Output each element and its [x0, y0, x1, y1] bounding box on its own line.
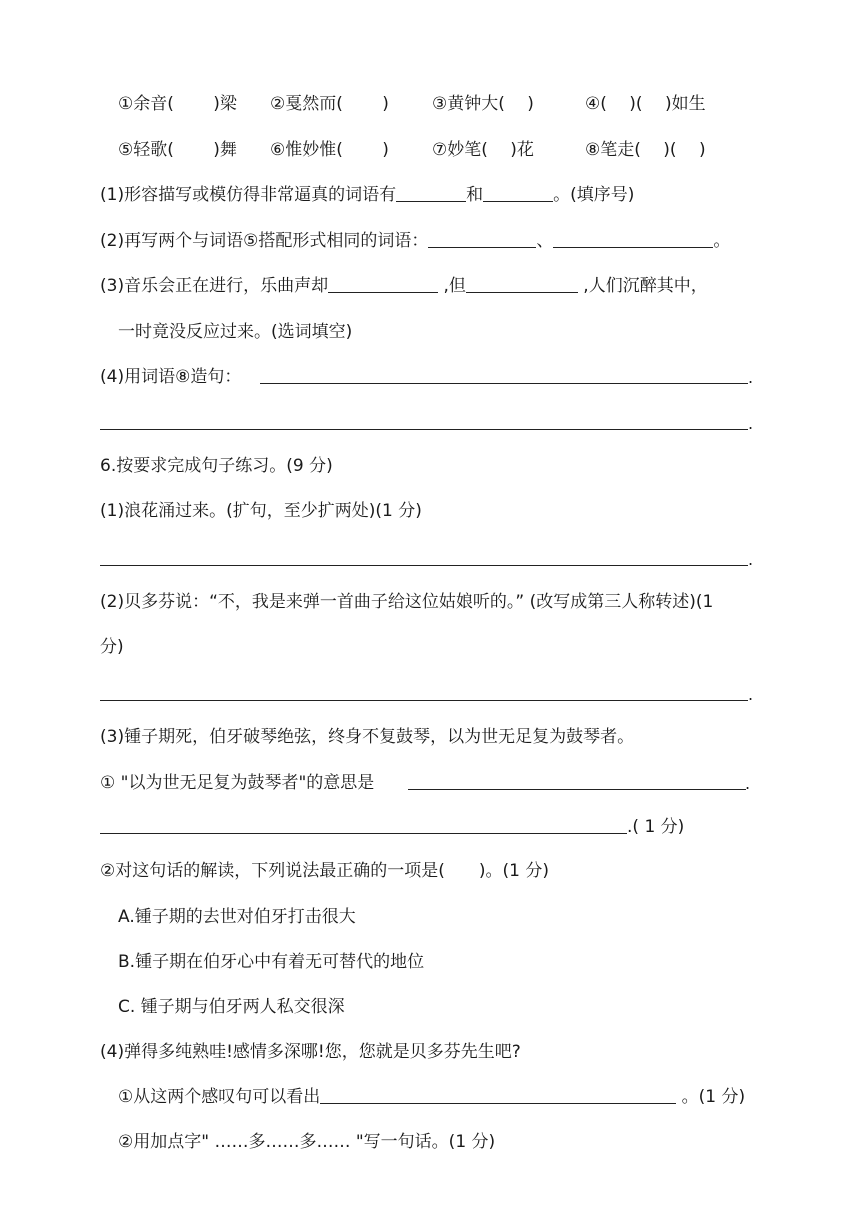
answer-blank[interactable] [320, 1085, 676, 1104]
q5-1-prefix: (1)形容描写或模仿得非常逼真的词语有 [100, 185, 397, 205]
question-6-4-sub2: ②用加点字" ……多……多…… "写一句话。(1 分) [118, 1132, 496, 1152]
q5-2-sep: 、 [536, 231, 554, 251]
answer-line[interactable] [408, 771, 746, 790]
period-mark: . [748, 685, 754, 704]
question-5-3-cont: 一时竟没反应过来。(选词填空) [118, 322, 353, 342]
word-item-3: ③黄钟大( ) [432, 94, 534, 114]
question-5-4: (4)用词语⑧造句： [100, 367, 242, 387]
q5-3-prefix: (3)音乐会正在进行，乐曲声却 [100, 276, 329, 296]
answer-line[interactable] [100, 815, 627, 834]
question-6-4: (4)弹得多纯熟哇!感情多深哪!您，您就是贝多芬先生吧? [100, 1042, 521, 1062]
answer-blank[interactable] [428, 229, 536, 248]
answer-blank[interactable] [553, 229, 713, 248]
word-item-7: ⑦妙笔( )花 [432, 140, 534, 160]
answer-line[interactable] [100, 547, 748, 566]
period-mark: . [748, 550, 754, 569]
word-item-1: ①余音( )梁 [118, 94, 237, 114]
score-label: .( 1 分) [627, 817, 685, 837]
q5-3-suffix: ,人们沉醉其中， [577, 276, 708, 296]
option-a[interactable]: A.锺子期的去世对伯牙打击很大 [118, 907, 356, 927]
q5-1-suffix: 。(填序号) [553, 185, 635, 205]
q6-4-sub1-text: ①从这两个感叹句可以看出 [118, 1087, 321, 1107]
answer-line[interactable] [100, 411, 748, 430]
q5-3-mid: ,但 [438, 276, 466, 296]
word-item-8: ⑧笔走( )( ) [585, 140, 706, 160]
question-6-3-sub2: ②对这句话的解读，下列说法最正确的一项是( )。(1 分) [100, 861, 549, 881]
answer-blank[interactable] [483, 183, 553, 202]
question-6-1: (1)浪花涌过来。(扩句，至少扩两处)(1 分) [100, 501, 422, 521]
question-5-2 [100, 229, 730, 253]
period-mark: . [745, 774, 751, 793]
question-6-heading: 6.按要求完成句子练习。(9 分) [100, 456, 333, 476]
q6-3-sub1-text: ① "以为世无足复为鼓琴者"的意思是 [100, 773, 375, 793]
word-item-5: ⑤轻歌( )舞 [118, 140, 237, 160]
period-mark: . [748, 368, 754, 387]
question-5-1 [100, 183, 634, 207]
question-6-3-sub1 [100, 771, 374, 795]
option-c[interactable]: C. 锺子期与伯牙两人私交很深 [118, 997, 345, 1017]
q6-4-sub1-score: 。(1 分) [676, 1087, 746, 1107]
question-6-2-cont: 分) [100, 637, 124, 657]
answer-blank[interactable] [466, 274, 578, 293]
q5-2-prefix: (2)再写两个与词语⑤搭配形式相同的词语： [100, 231, 429, 251]
period-mark: . [748, 414, 754, 433]
word-item-6: ⑥惟妙惟( ) [270, 140, 389, 160]
answer-line[interactable] [260, 365, 748, 384]
answer-blank[interactable] [328, 274, 438, 293]
q5-1-mid: 和 [466, 185, 484, 205]
word-item-2: ②戛然而( ) [270, 94, 389, 114]
answer-line[interactable] [100, 682, 748, 701]
q5-2-end: 。 [713, 231, 731, 251]
question-6-4-sub1 [118, 1085, 745, 1109]
question-6-2: (2)贝多芬说：“不，我是来弹一首曲子给这位姑娘听的。” (改写成第三人称转述)(1 [100, 592, 714, 612]
question-5-3 [100, 274, 708, 298]
word-item-4: ④( )( )如生 [585, 94, 706, 114]
answer-blank[interactable] [396, 183, 466, 202]
question-6-3: (3)锺子期死，伯牙破琴绝弦，终身不复鼓琴，以为世无足复为鼓琴者。 [100, 727, 635, 747]
option-b[interactable]: B.锺子期在伯牙心中有着无可替代的地位 [118, 952, 425, 972]
